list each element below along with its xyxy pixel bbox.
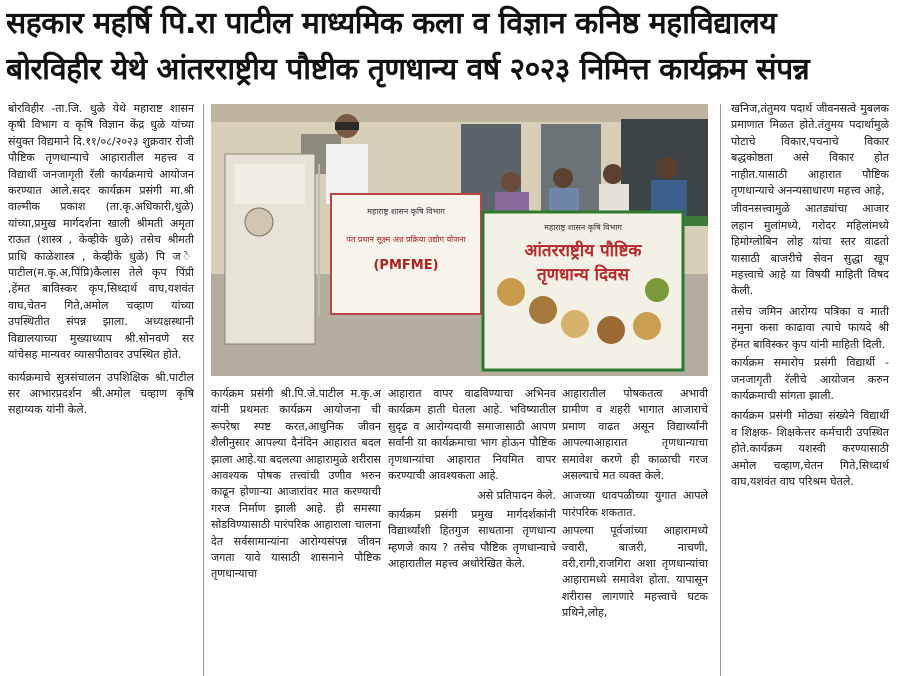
article-paragraph: जीवनसत्त्वामुळे आतड्यांचा आजार लहान मुलांमध्ये, गरोदर महिलांमध्ये हिमोग्लोबिन लोह यांचा स्तर वाढतो यासाठी बाजरीचे सेवन सुद्धा खूप महत्त्वाचे आहे या विषयी माहिती विषद केली. xyxy=(731,202,889,298)
event-photo xyxy=(211,104,708,376)
article-column-2 xyxy=(211,386,381,676)
banner-left-line-3: (PMFME) xyxy=(373,258,439,273)
event-photo-illustration xyxy=(211,104,708,376)
column-divider xyxy=(720,104,721,676)
banner-right-title-1: आंतरराष्ट्रीय पौष्टिक xyxy=(524,241,642,261)
headline-line-2: बोरविहीर येथे आंतरराष्ट्रीय पौष्टीक तृणधान्य वर्ष २०२३ निमित्त कार्यक्रम संपन्न xyxy=(6,52,810,87)
article-paragraph: तसेच जमिन आरोग्य पत्रिका व माती नमुना कसा काढावा त्याचे फायदे श्री हेंमत बाविस्कर कृप यांनी माहिती दिली. xyxy=(731,304,889,351)
article-paragraph: असे प्रतिपादन केले. xyxy=(477,489,556,503)
article-column-4 xyxy=(562,386,708,676)
article-paragraph: बोरविहीर -ता.जि. धुळे येथे महाराष्ट शासन कृषी विभाग व कृषि विज्ञान केंद्र धुळे यांच्या संयुक्त विद्यमाने दि.११/०८/२०२३ शुक्रवार रोजी पौष्टिक तृणधान्याचे आहारातील महत्त्व व विद्यार्थी जनजागृती रॅली कार्यक्रमाचे आयोजन करण्यात आले.सदर कार्यक्रम प्रसंगी मा.श्री वाल्मीक प्रकाश (ता.कृ.अधिकारी,धुळे) यांच्या,प्रमुख मार्गदर्शना खाली श्रीमती अमृता राऊत (शास्त्र , केव्हीके धुळे) तसेच श्रीमती प्राधि काळेशास्त्र , केव्हीके धुळे) पि ज े पाटील(म.कृ.अ,पिंप्रि)कैलास तेले कृप पिंप्री ,हेंमत बाविस्कर कृप,सिध्दार्थ वाघ,यशवंत वाघ,चेतन गिते,अमोल चव्हाण यांच्या उपस्थितीत संपन्न झाला. अध्यक्षस्थानी विद्यालयाच्या मुख्याध्याप श्री.सोनवणे सर यांचेसह मान्यवर व्यासपीठावर उपस्थित होते. xyxy=(8,102,194,362)
article-column-3 xyxy=(388,386,556,676)
banner-left-line-2: पंत प्रधान सूक्ष्म अन्न प्रक्रिया उद्योग योजना xyxy=(346,235,466,244)
banner-left-line-1: महाराष्ट्र शासन कृषि विभाग xyxy=(367,207,445,216)
article-paragraph: कार्यक्रम प्रसंगी मोठ्या संख्येने विद्यार्थी व शिक्षक- शिक्षकेत्तर कर्मचारी उपस्थित होते.कार्यक्रम यशस्वी करण्यासाठी अमोल चव्हाण,चेतन गिते,सिध्दार्थ वाघ,यशवंत वाघ परिश्रम घेतले. xyxy=(731,409,889,488)
article-paragraph: कार्यक्रमाचे सुत्रसंचालन उपशिक्षिक श्री.पाटील सर आभारप्रदर्शन श्री.अमोल चव्हाण कृषि सहाय्यक यांनी केले. xyxy=(8,370,194,417)
banner-right-top: महाराष्ट्र शासन कृषि विभाग xyxy=(544,223,622,232)
article-paragraph: आहारात वापर वाढविण्याचा अभिनव कार्यक्रम हाती घेतला आहे. भविष्यातील सुदृढ व आरोग्यदायी समाजासाठी आपण सर्वांनी या कार्यक्रमाचा भाग होऊन पौष्टिक तृणधान्यांचा आहारात नियमित वापर करण्याची आवश्यकता आहे. xyxy=(388,387,556,483)
banner-right-title-2: तृणधान्य दिवस xyxy=(536,265,630,285)
article-paragraph: खनिज,तंतुमय पदार्थ जीवनसत्वे मुबलक प्रमाणात मिळत होते.तंतुमय पदार्थामुळे पोटाचे विकार,पचनाचे विकार बद्धकोष्ठता असे विकार होत नाहीत.यासाठी आहारात पौष्टिक तृणधान्याचे अनन्यसाधारण महत्त्व आहे, xyxy=(731,102,889,198)
article-column-1 xyxy=(8,101,194,676)
article-paragraph: कार्यक्रम समारोप प्रसंगी विद्यार्थी - जनजागृती रॅलीचे आयोजन करुन कार्यक्रमाची सांगता झाली. xyxy=(731,356,889,402)
article-paragraph: कार्यक्रम प्रसंगी प्रमुख मार्गदर्शकांनी विद्यार्थ्यांशी हितगुज साधताना तृणधान्य म्हणजे काय ? तसेच पौष्टिक तृणधान्याचे आहारातील महत्त्व अधोरेखित केले. xyxy=(388,507,556,571)
article-paragraph: आपल्या पूर्वजांच्या आहारामध्ये ज्वारी, बाजरी, नाचणी, वरी,रागी,राजगिरा अशा तृणधान्यांचा आहारामध्ये समावेश होता. यापासून शरीरास लागणारे महत्त्वाचे घटक प्रथिने,लोह, xyxy=(562,524,708,620)
article-paragraph: आहारातील पोषकतत्व अभावी ग्रामीण व शहरी भागात आजाराचे प्रमाण वाढत असून विद्यार्थ्यांनी आपल्याआहारात तृणधान्याचा समावेश करणे ही काळाची गरज असल्याचे मत व्यक्त केले. xyxy=(562,387,708,483)
article-paragraph: कार्यक्रम प्रसंगी श्री.पि.जे.पाटील म.कृ.अ यांनी प्रथमतः कार्यक्रम आयोजना ची रूपरेषा स्पष्ट करत,आधुनिक जीवन शैलीनुसार आपल्या दैनंदिन आहारात बदल झाला आहे.या बदलत्या आहारामुळे शरीरास आवश्यक पोषक तत्त्वांची उणीव भरुन काढून होणाऱ्या आजारांवर मात करण्याची गरज निर्माण झाली आहे. ही समस्या सोडविण्यासाठी पारंपरिक आहाराला चालना देत सर्वसामान्यांना आरोग्यसंपन्न जीवन जगता यावे यासाठी शासनाने पौष्टिक तृणधान्याचा xyxy=(211,387,381,581)
headline-line-1: सहकार महर्षि पि.रा पाटील माध्यमिक कला व विज्ञान कनिष्ठ महाविद्यालय xyxy=(6,6,777,41)
article-column-5 xyxy=(731,101,889,676)
article-paragraph: आजच्या धावपळीच्या युगात आपले पारंपरिक शकतात. xyxy=(562,489,708,519)
column-divider xyxy=(203,104,204,676)
